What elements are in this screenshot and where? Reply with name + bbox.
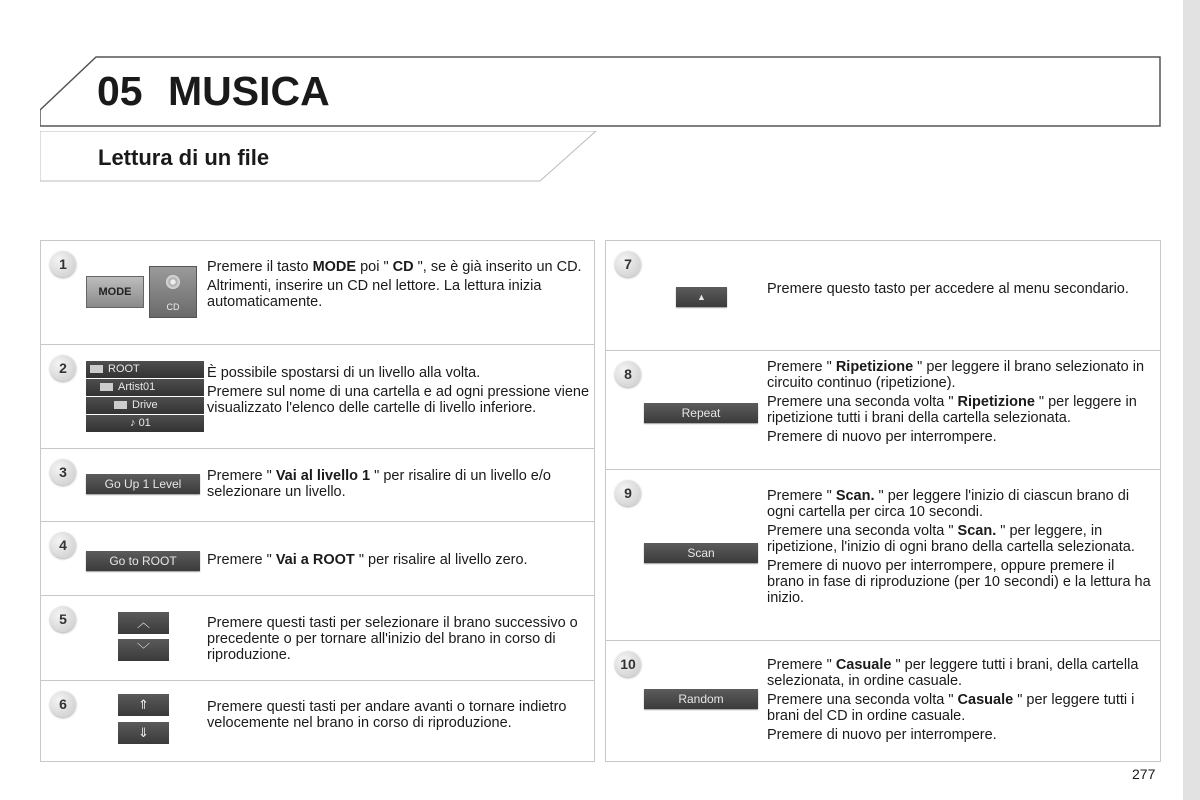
page-edge-tab [1183, 0, 1200, 800]
step-row-1 [41, 241, 594, 345]
text-run: Premere sul nome di una cartella e ad ogni pressione viene visualizzato l'elenco delle cartelle di livello inferiore. [207, 384, 590, 416]
step-paragraph [767, 657, 1152, 689]
next-track-button[interactable] [118, 639, 169, 661]
step-row-5 [41, 596, 594, 681]
double-chevron-down-icon: ⇓ [138, 725, 149, 740]
step-row-4 [41, 522, 594, 596]
text-run: Altrimenti, inserire un CD nel lettore. La lettura inizia automaticamente. [207, 278, 542, 310]
step-row-9 [606, 470, 1160, 641]
text-run: Premere " [207, 552, 276, 568]
text-run: Premere di nuovo per interrompere, oppure premere il brano in fase di riproduzione (per 10 secondi) e la lettura ha inizio. [767, 558, 1151, 606]
step-text [207, 365, 592, 419]
step-paragraph [767, 558, 1152, 606]
step-text [767, 281, 1152, 300]
step-text [207, 615, 592, 666]
up-arrow-icon: ▲ [697, 292, 706, 302]
text-run: " per leggere, in ripetizione, l'inizio di ogni brano della cartella selezionata. [767, 523, 1135, 555]
folder-drive[interactable] [86, 397, 204, 414]
step-text [767, 657, 1152, 746]
go-to-root-button[interactable]: Go to ROOT [86, 551, 200, 571]
folder-label: Drive [132, 399, 158, 411]
text-run: Premere il tasto [207, 259, 313, 275]
step-text [767, 488, 1152, 609]
scan-button[interactable]: Scan [644, 543, 758, 563]
step-text [207, 259, 592, 313]
step-number-badge: 3 [50, 459, 76, 485]
random-button[interactable]: Random [644, 689, 758, 709]
step-row-8 [606, 351, 1160, 470]
bold-term: Vai al livello 1 [275, 468, 371, 484]
chapter-title: MUSICA [168, 68, 330, 114]
text-run: Premere di nuovo per interrompere. [767, 727, 997, 743]
chapter-number: 05 [97, 68, 143, 114]
text-run: Premere " [767, 359, 836, 375]
bold-term: Scan. [957, 523, 997, 539]
step-number-badge: 7 [615, 251, 641, 277]
track-label: 01 [138, 417, 151, 429]
repeat-button[interactable]: Repeat [644, 403, 758, 423]
text-run: Premere " [767, 488, 836, 504]
folder-icon [100, 383, 113, 391]
folder-root[interactable] [86, 361, 204, 378]
text-run: " per leggere l'inizio di ciascun brano di ogni cartella per circa 10 secondi. [767, 488, 1130, 520]
step-number-badge: 2 [50, 355, 76, 381]
disc-icon [166, 275, 180, 289]
submenu-button[interactable] [676, 287, 727, 307]
step-number-badge: 5 [50, 606, 76, 632]
text-run: Premere una seconda volta " [767, 394, 958, 410]
step-paragraph [767, 429, 1152, 445]
step-paragraph [207, 259, 592, 275]
step-paragraph [767, 281, 1152, 297]
step-paragraph [207, 365, 592, 381]
right-steps-panel [605, 240, 1161, 762]
step-paragraph [767, 692, 1152, 724]
text-run: Premere di nuovo per interrompere. [767, 429, 997, 445]
text-run: poi " [356, 259, 393, 275]
step-text [767, 359, 1152, 448]
step-paragraph [207, 552, 592, 568]
step-number-badge: 10 [615, 651, 641, 677]
step-row-3 [41, 449, 594, 522]
text-run: " per risalire al livello zero. [354, 552, 528, 568]
fast-forward-button[interactable] [118, 694, 169, 716]
step-paragraph [207, 384, 592, 416]
step-text [207, 699, 592, 734]
mode-button[interactable]: MODE [86, 276, 144, 308]
text-run: È possibile spostarsi di un livello alla volta. [207, 365, 481, 381]
step-number-badge: 4 [50, 532, 76, 558]
bold-term: Casuale [957, 692, 1014, 708]
bold-term: CD [392, 259, 414, 275]
rewind-button[interactable] [118, 722, 169, 744]
chevron-down-icon: ﹀ [136, 642, 150, 657]
step-row-7 [606, 241, 1160, 351]
section-title: Lettura di un file [98, 145, 270, 170]
step-row-6 [41, 681, 594, 763]
folder-label: ROOT [108, 363, 140, 375]
bold-term: Vai a ROOT [275, 552, 355, 568]
folder-icon [90, 365, 103, 373]
step-paragraph [207, 699, 592, 731]
track-01[interactable] [86, 415, 204, 432]
step-row-10 [606, 641, 1160, 762]
text-run: " per leggere in ripetizione tutti i brani della cartella selezionata. [767, 394, 1137, 426]
folder-icon [114, 401, 127, 409]
text-run: Premere questi tasti per andare avanti o tornare indietro velocemente nel brano in corso di riproduzione. [207, 699, 567, 731]
cd-button-label: CD [166, 302, 180, 312]
folder-label: Artist01 [118, 381, 156, 393]
step-paragraph [767, 488, 1152, 520]
previous-track-button[interactable] [118, 612, 169, 634]
bold-term: MODE [312, 259, 357, 275]
folder-artist[interactable] [86, 379, 204, 396]
text-run: " per leggere tutti i brani, della cartella selezionata, in ordine casuale. [767, 657, 1139, 689]
text-run: ", se è già inserito un CD. [413, 259, 582, 275]
step-text [207, 468, 592, 503]
text-run: Premere una seconda volta " [767, 523, 958, 539]
page-number: 277 [1132, 766, 1156, 782]
text-run: " per leggere il brano selezionato in circuito continuo (ripetizione). [767, 359, 1145, 391]
text-run: " per risalire di un livello e/o selezionare un livello. [207, 468, 551, 500]
text-run: Premere una seconda volta " [767, 692, 958, 708]
bold-term: Ripetizione [957, 394, 1035, 410]
text-run: Premere questo tasto per accedere al menu secondario. [767, 281, 1129, 297]
cd-button[interactable] [149, 266, 197, 318]
step-row-2 [41, 345, 594, 449]
step-paragraph [767, 523, 1152, 555]
step-paragraph [767, 394, 1152, 426]
step-paragraph [767, 727, 1152, 743]
section-header [40, 131, 597, 182]
go-up-level-button[interactable]: Go Up 1 Level [86, 474, 200, 494]
bold-term: Ripetizione [835, 359, 914, 375]
bold-term: Casuale [835, 657, 892, 673]
step-number-badge: 8 [615, 361, 641, 387]
step-number-badge: 9 [615, 480, 641, 506]
step-paragraph [207, 468, 592, 500]
bold-term: Scan. [835, 488, 875, 504]
step-text [207, 552, 592, 571]
text-run: Premere " [767, 657, 836, 673]
step-paragraph [207, 615, 592, 663]
left-steps-panel [40, 240, 595, 762]
chapter-header [40, 56, 1161, 128]
double-chevron-up-icon: ⇑ [138, 697, 149, 712]
step-paragraph [767, 359, 1152, 391]
step-number-badge: 6 [50, 691, 76, 717]
chevron-up-icon: ︿ [136, 615, 150, 630]
text-run: Premere questi tasti per selezionare il brano successivo o precedente o per tornare all'inizio del brano in corso di riproduzione. [207, 615, 578, 663]
step-paragraph [207, 278, 592, 310]
step-number-badge: 1 [50, 251, 76, 277]
text-run: " per leggere tutti i brani del CD in ordine casuale. [767, 692, 1135, 724]
text-run: Premere " [207, 468, 276, 484]
music-note-icon: ♪ [130, 417, 139, 429]
